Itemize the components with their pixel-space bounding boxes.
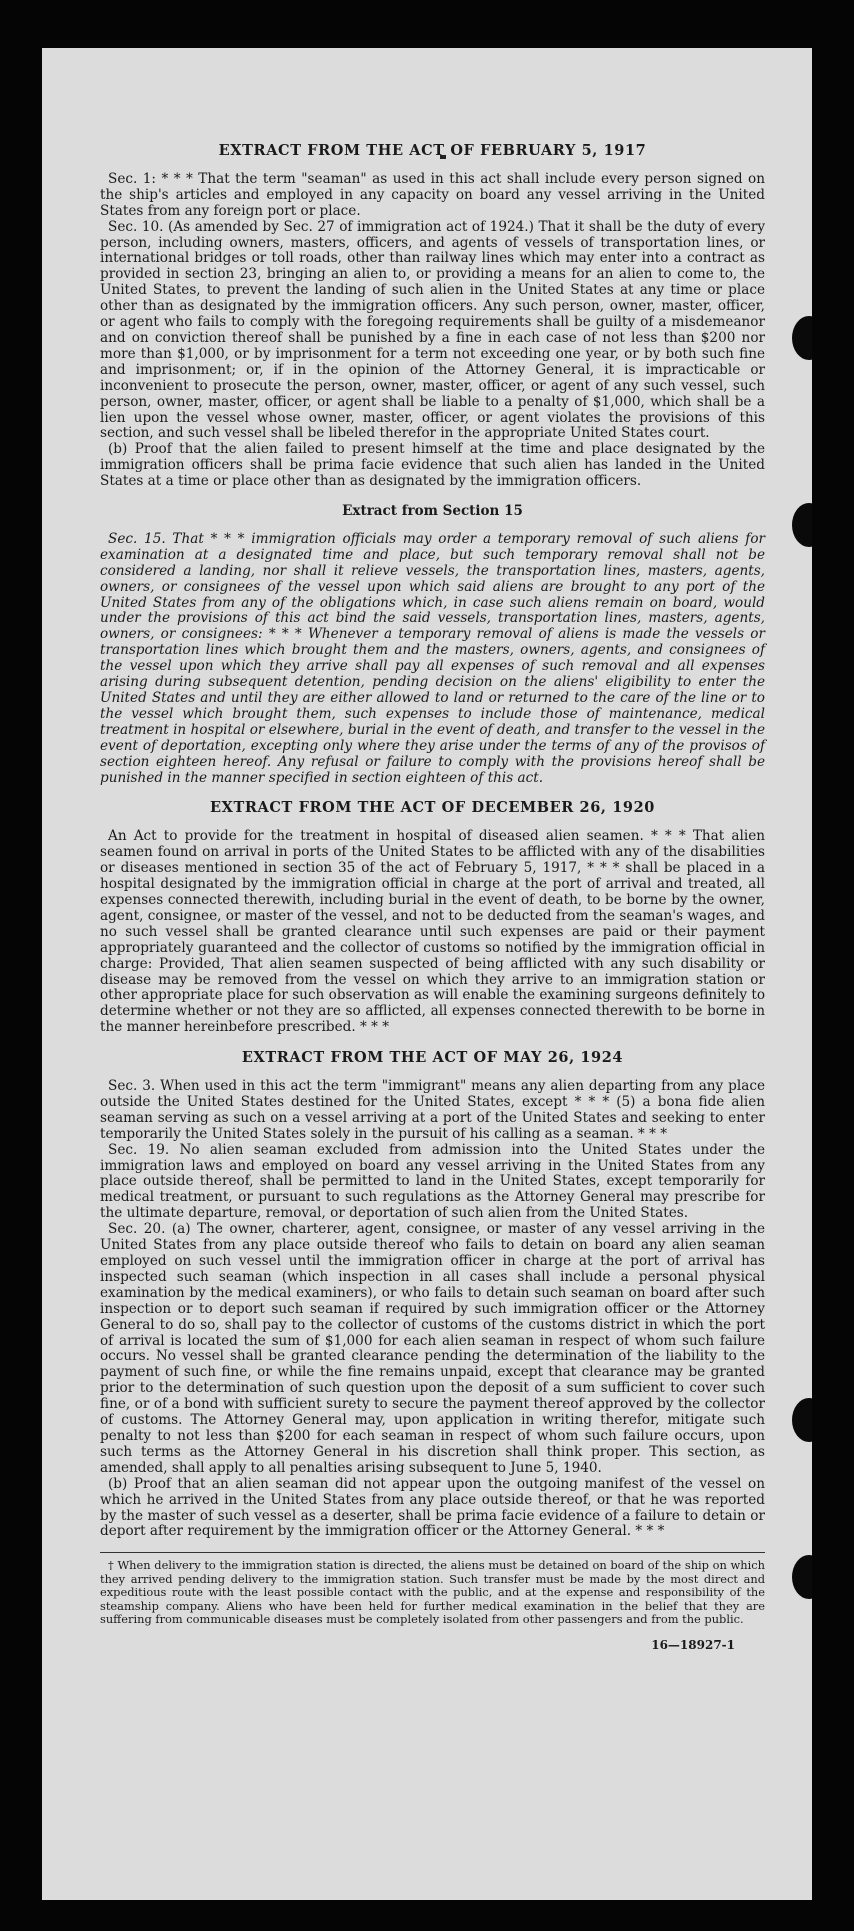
heading-section-15: Extract from Section 15 [342, 503, 523, 520]
heading-act-1917: EXTRACT FROM THE ACT OF FEBRUARY 5, 1917 [218, 142, 647, 159]
form-code: 16—18927-1 [651, 1638, 735, 1653]
punch-hole-2 [792, 503, 812, 547]
paragraph-sec-10: Sec. 10. (As amended by Sec. 27 of immigration act of 1924.) That it shall be the duty of every person, including owners, masters, officers, and agents of vessels of transportation lines, or international bridges or toll roads, other than railway lines which may enter into a contract as provided in section 23, bringing an alien to, or providing a means for an alien to come to, the United States, to prevent the landing of such alien in the United States at any time or place other than as designated by the immigration officers. Any such person, owner, master, officer, or agent who fails to comply with the foregoing requirements shall be guilty of a misdemeanor and on conviction thereof shall be punished by a fine in each case of not less than $200 nor more than $1,000, or by imprisonment for a term not exceeding one year, or by both such fine and imprisonment; or, if in the opinion of the Attorney General, it is impracticable or inconvenient to prosecute the person, owner, master, officer, or agent of any such vessel, such person, owner, master, officer, or agent shall be liable to a penalty of $1,000, which shall be a lien upon the vessel whose owner, master, officer, or agent violates the provisions of this section, and such vessel shall be libeled therefor in the appropriate United States court. [100, 218, 765, 442]
heading-act-1924: EXTRACT FROM THE ACT OF MAY 26, 1924 [241, 1049, 624, 1067]
paragraph-sec-10-b: (b) Proof that the alien failed to present himself at the time and place designated by the immigration officers shall be prima facie evidence that such alien has landed in the United States at a time or place other than as designated by the immigration officers. [100, 441, 765, 490]
paragraph-sec-19: Sec. 19. No alien seaman excluded from admission into the United States under the immigration laws and employed on board any vessel arriving in the United States from any place outside thereof, shall be permitted to land in the United States, except temporarily for medical treatment, or pursuant to such regulations as the Attorney General may prescribe for the ultimate departure, removal, or deportation of such alien from the United States. [100, 1141, 765, 1222]
paragraph-sec-20-b: (b) Proof that an alien seaman did not appear upon the outgoing manifest of the vessel on which he arrived in the United States from any place outside thereof, or that he was reported by the master of such vessel as a deserter, shall be prima facie evidence of a failure to detain or deport after requirement by the immigration officer or the Attorney General. * * * [100, 1475, 765, 1540]
document-body [100, 143, 765, 1654]
punch-hole-3 [792, 1398, 812, 1442]
paragraph-act-1920: An Act to provide for the treatment in hospital of diseased alien seamen. * * * That alien seamen found on arrival in ports of the United States to be afflicted with any of the disabilities or diseases mentioned in section 35 of the act of February 5, 1917, * * * shall be placed in a hospital designated by the immigration official in charge at the port of arrival and treated, all expenses connected therewith, including burial in the event of death, to be borne by the owner, agent, consignee, or master of the vessel, and not to be deducted from the seaman's wages, and no such vessel shall be granted clearance until such expenses are paid or their payment appropriately guaranteed and the collector of customs so notified by the immigration official in charge: Provided, That alien seamen suspected of being afflicted with any such disability or disease may be removed from the vessel on which they arrive to an immigration station or other appropriate place for such observation as will enable the examining surgeons definitely to determine whether or not they are so afflicted, all expenses connected therewith to be borne in the manner hereinbefore prescribed. * * * [100, 828, 765, 1036]
paragraph-sec-3: Sec. 3. When used in this act the term "immigrant" means any alien departing from any place outside the United States destined for the United States, except * * * (5) a bona fide alien seaman serving as such on a vessel arriving at a port of the United States and seeking to enter temporarily the United States solely in the pursuit of his calling as a seaman. * * * [100, 1078, 765, 1142]
footnote-divider [100, 1552, 765, 1553]
punch-hole-1 [792, 316, 812, 360]
paragraph-sec-15: Sec. 15. That * * * immigration officials may order a temporary removal of such aliens for examination at a designated time and place, but such temporary removal shall not be considered a landing, nor shall it relieve vessels, the transportation lines, masters, agents, owners, or consignees of the vessel upon which said aliens are brought to any port of the United States from any of the obligations which, in case such aliens remain on board, would under the provisions of this act bind the said vessels, transportation lines, masters, agents, owners, or consignees: * * * Whenever a temporary removal of aliens is made the vessels or transportation lines which brought them and the masters, owners, agents, and consignees of the vessel upon which they arrive shall pay all expenses of such removal and all expenses arising during subsequent detention, pending decision on the aliens' eligibility to enter the United States and until they are either allowed to land or returned to the care of the line or to the vessel which brought them, such expenses to include those of maintenance, medical treatment in hospital or elsewhere, burial in the event of death, and transfer to the vessel in the event of deportation, excepting only where they arise under the terms of any of the provisos of section eighteen hereof. Any refusal or failure to comply with the provisions hereof shall be punished in the manner specified in section eighteen of this act. [100, 530, 765, 786]
paragraph-sec-1: Sec. 1: * * * That the term "seaman" as used in this act shall include every person signed on the ship's articles and employed in any capacity on board any vessel arriving in the United States from any foreign port or place. [100, 170, 765, 219]
punch-hole-4 [792, 1555, 812, 1599]
document-page [42, 48, 812, 1900]
heading-act-1920: EXTRACT FROM THE ACT OF DECEMBER 26, 1920 [210, 799, 655, 817]
footnote: † When delivery to the immigration station is directed, the aliens must be detained on board of the ship on which they arrived pending delivery to the immigration station. Such transfer must be made by the most direct and expeditious route with the least possible contact with the public, and at the expense and responsibility of the steamship company. Aliens who have been held for further medical examination in the belief that they are suffering from communicable diseases must be completely isolated from other passengers and from the public. [100, 1558, 765, 1626]
paragraph-sec-20-a: Sec. 20. (a) The owner, charterer, agent, consignee, or master of any vessel arriving in the United States from any place outside thereof who fails to detain on board any alien seaman employed on such vessel until the immigration officer in charge at the port of arrival has inspected such seaman (which inspection in all cases shall include a personal physical examination by the medical examiners), or who fails to detain such seaman on board after such inspection or to deport such seaman if required by such immigration officer or the Attorney General to do so, shall pay to the collector of customs of the customs district in which the port of arrival is located the sum of $1,000 for each alien seaman in respect of whom such failure occurs. No vessel shall be granted clearance pending the determination of the liability to the payment of such fine, or while the fine remains unpaid, except that clearance may be granted prior to the determination of such question upon the deposit of a sum sufficient to cover such fine, or of a bond with sufficient surety to secure the payment thereof approved by the collector of customs. The Attorney General may, upon application in writing therefor, mitigate such penalty to not less than $200 for each seaman in respect of whom such failure occurs, upon such terms as the Attorney General in his discretion shall think proper. This section, as amended, shall apply to all penalties arising subsequent to June 5, 1940. [100, 1221, 765, 1476]
